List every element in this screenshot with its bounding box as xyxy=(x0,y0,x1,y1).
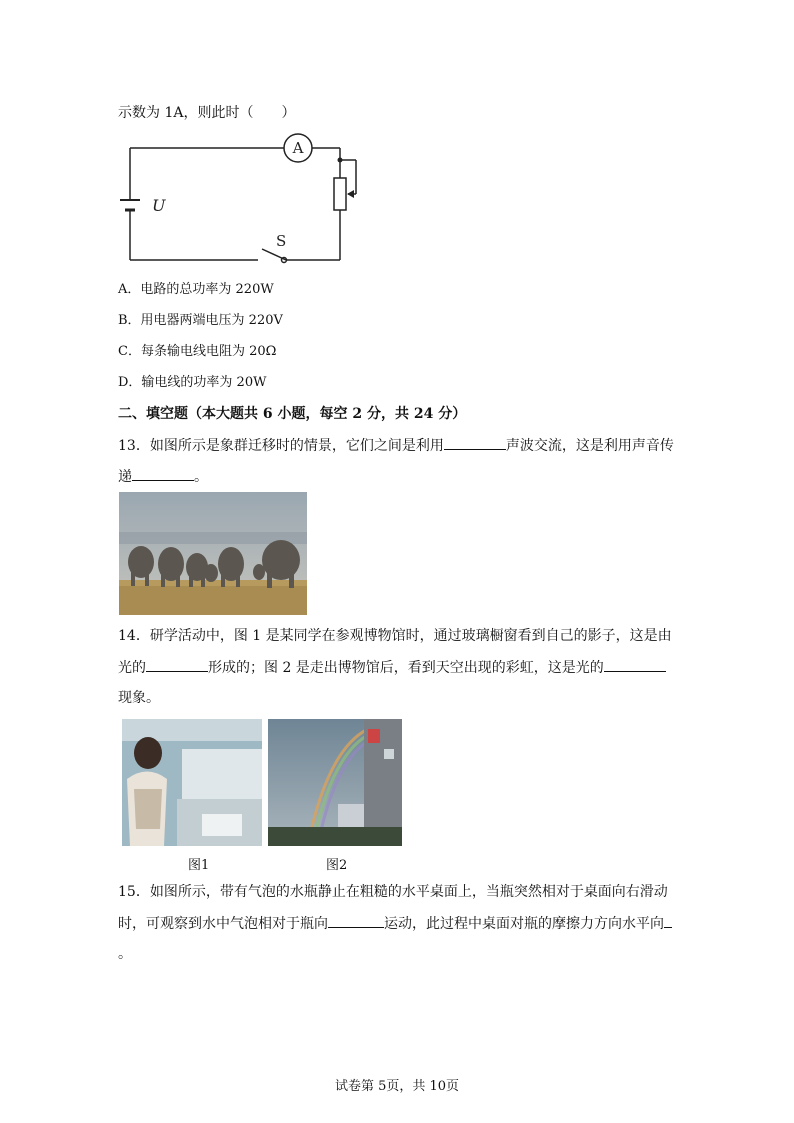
page-footer: 试卷第 5页，共 10页 xyxy=(334,1079,460,1094)
option-d: D．输电线的功率为 20W xyxy=(118,375,267,390)
answer-blank[interactable] xyxy=(328,913,384,928)
circuit-diagram xyxy=(118,130,368,270)
switch-label: S xyxy=(276,232,287,250)
q15-text-a: 时，可观察到水中气泡相对于瓶向 xyxy=(118,916,328,932)
question-14-line-2 xyxy=(118,657,666,678)
museum-photo xyxy=(122,719,262,846)
figure-2-caption: 图2 xyxy=(326,858,348,873)
option-b: B．用电器两端电压为 220V xyxy=(118,313,283,328)
q14-text-a: 光的 xyxy=(118,660,146,676)
q13-text-d: 。 xyxy=(194,469,208,485)
question-14-line-3: 现象。 xyxy=(118,690,160,706)
question-12-tail: 示数为 1A，则此时（ ） xyxy=(118,105,296,121)
answer-blank[interactable] xyxy=(664,913,672,928)
elephants-photo xyxy=(119,492,307,615)
question-15-line-2 xyxy=(118,913,672,934)
figure-1-caption: 图1 xyxy=(188,858,210,873)
question-13-line-2 xyxy=(118,466,208,487)
question-15-line-3: 。 xyxy=(118,946,132,962)
q15-text-b: 运动，此过程中桌面对瓶的摩擦力方向水平向 xyxy=(384,916,664,932)
answer-blank[interactable] xyxy=(146,657,208,672)
option-c: C．每条输电线电阻为 20Ω xyxy=(118,344,277,359)
voltage-label: U xyxy=(152,196,166,215)
answer-blank[interactable] xyxy=(444,435,506,450)
question-14-line-1: 14．研学活动中，图 1 是某同学在参观博物馆时，通过玻璃橱窗看到自己的影子，这是由 xyxy=(118,628,672,644)
q14-text-b: 形成的；图 2 是走出博物馆后，看到天空出现的彩虹，这是光的 xyxy=(208,660,604,676)
rainbow-photo xyxy=(268,719,402,846)
answer-blank[interactable] xyxy=(604,657,666,672)
q13-text-c: 递 xyxy=(118,469,132,485)
ammeter-label: A xyxy=(292,139,304,157)
question-15-line-1: 15．如图所示，带有气泡的水瓶静止在粗糙的水平桌面上，当瓶突然相对于桌面向右滑动 xyxy=(118,884,668,900)
q13-text-a: 13．如图所示是象群迁移时的情景，它们之间是利用 xyxy=(118,438,444,454)
question-13-line-1 xyxy=(118,435,674,456)
q13-text-b: 声波交流，这是利用声音传 xyxy=(505,438,674,454)
section-heading: 二、填空题（本大题共 6 小题，每空 2 分，共 24 分） xyxy=(118,406,467,422)
option-a: A．电路的总功率为 220W xyxy=(118,282,274,297)
answer-blank[interactable] xyxy=(132,466,194,481)
